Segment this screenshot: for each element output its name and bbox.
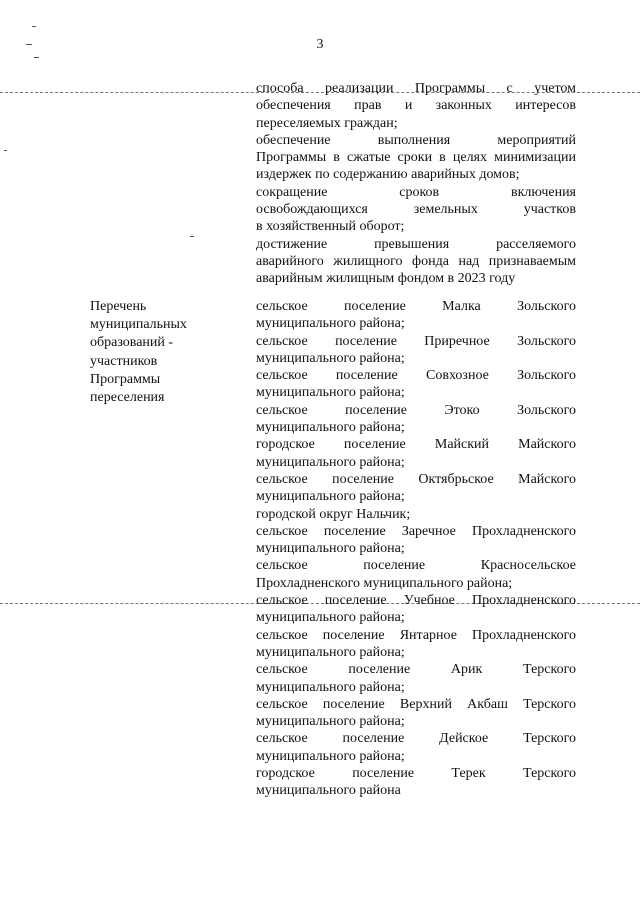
municipality-line: сельское поселение Янтарное Прохладненского	[256, 627, 576, 643]
section-label-line: образований -	[90, 335, 174, 351]
municipality-line: муниципального района;	[256, 541, 405, 557]
municipality-line: муниципального района;	[256, 644, 405, 660]
municipality-line: сельское поселение Красносельское	[256, 558, 576, 574]
municipality-line: городское поселение Терек Терского	[256, 766, 576, 782]
scan-speck	[32, 26, 36, 27]
goal-text-line: освобождающихся земельных участков	[256, 202, 576, 218]
municipality-line: сельское поселение Октябрьское Майского	[256, 471, 576, 487]
municipality-line: муниципального района;	[256, 350, 405, 366]
goal-text-line: обеспечение выполнения мероприятий	[256, 132, 576, 148]
section-label-line: участников	[90, 353, 158, 369]
municipality-line: сельское поселение Учебное Прохладненского	[256, 593, 576, 609]
municipality-list	[256, 298, 576, 800]
municipality-line: сельское поселение Совхозное Зольского	[256, 368, 576, 384]
municipality-line: муниципального района;	[256, 420, 405, 436]
municipality-line: муниципального района	[256, 783, 401, 799]
program-goals-text	[256, 80, 576, 288]
municipality-line: муниципального района;	[256, 454, 405, 470]
municipality-line: муниципального района;	[256, 610, 405, 626]
page-number: 3	[316, 37, 324, 52]
goal-text-line: аварийного жилищного фонда над признаваемым	[256, 253, 576, 269]
goal-text-line: достижение превышения расселяемого	[256, 236, 576, 252]
goal-text-line: Программы в сжатые сроки в целях минимизации	[256, 150, 576, 166]
municipality-line: сельское поселение Верхний Акбаш Терского	[256, 696, 576, 712]
section-label-line: Программы	[90, 371, 161, 387]
municipality-line: муниципального района;	[256, 748, 405, 764]
municipality-line: сельское поселение Приречное Зольского	[256, 333, 576, 349]
goal-text-line: способа реализации Программы с учетом	[256, 81, 576, 96]
municipality-line: городское поселение Майский Майского	[256, 437, 576, 453]
municipality-line: муниципального района;	[256, 385, 405, 401]
goal-text-line: аварийным жилищным фондом в 2023 году	[256, 271, 516, 287]
municipality-line: муниципального района;	[256, 489, 405, 505]
municipality-line: муниципального района;	[256, 679, 405, 695]
municipality-line: сельское поселение Дейское Терского	[256, 731, 576, 747]
goal-text-line: обеспечения прав и законных интересов	[256, 98, 576, 114]
goal-text-line: переселяемых граждан;	[256, 115, 398, 131]
municipality-line: муниципального района;	[256, 714, 405, 730]
municipality-line: сельское поселение Малка Зольского	[256, 299, 576, 314]
municipality-line: сельское поселение Заречное Прохладненского	[256, 523, 576, 539]
municipality-line: городской округ Нальчик;	[256, 506, 411, 522]
municipality-line: сельское поселение Арик Терского	[256, 662, 576, 678]
section-label-line: муниципальных	[90, 317, 187, 333]
municipality-line: муниципального района;	[256, 316, 405, 332]
municipality-line: сельское поселение Этоко Зольского	[256, 402, 576, 418]
goal-text-line: сокращение сроков включения	[256, 184, 576, 200]
scan-speck	[34, 57, 39, 58]
goal-text-line: в хозяйственный оборот;	[256, 219, 405, 235]
section-label	[90, 298, 240, 407]
scan-speck	[4, 150, 7, 151]
scan-speck	[190, 236, 194, 237]
scan-speck	[26, 44, 32, 45]
municipality-line: Прохладненского муниципального района;	[256, 575, 513, 591]
section-label-line: переселения	[90, 390, 165, 406]
goal-text-line: издержек по содержанию аварийных домов;	[256, 167, 520, 183]
section-label-line: Перечень	[90, 299, 147, 314]
